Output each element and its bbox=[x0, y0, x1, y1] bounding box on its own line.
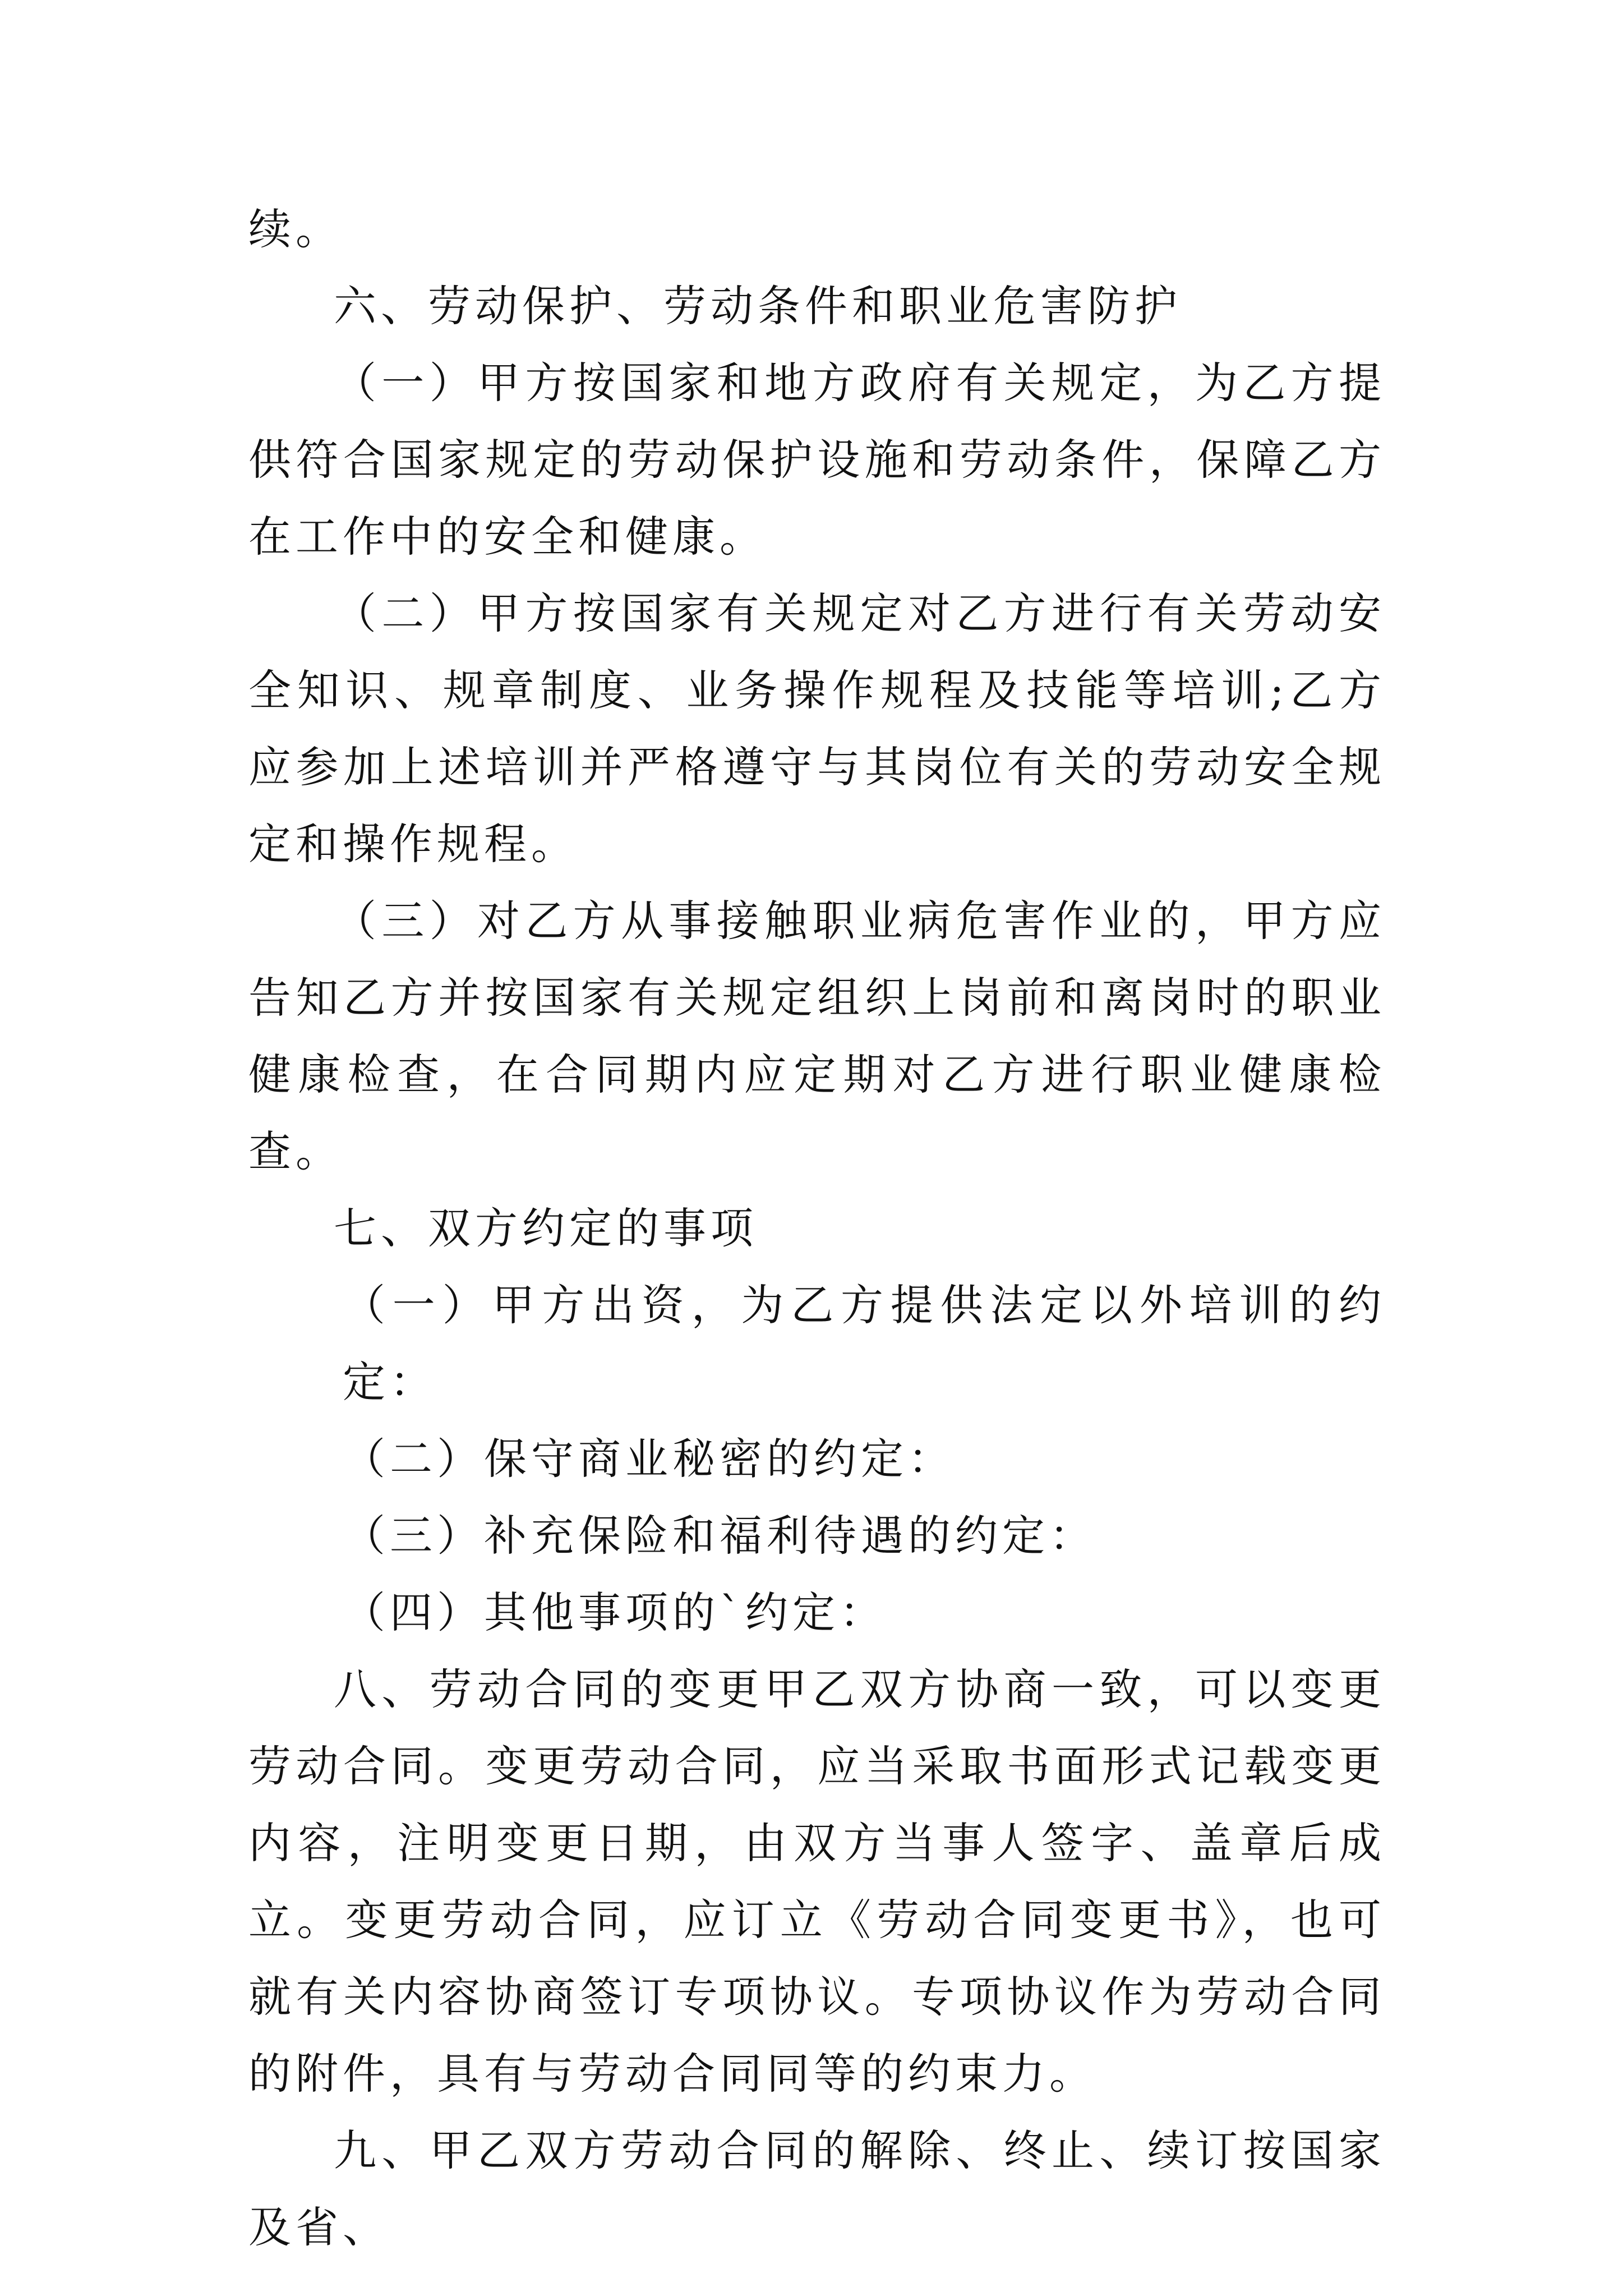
section-9-contract-termination: 九、甲乙双方劳动合同的解除、终止、续订按国家及省、 bbox=[248, 2125, 1386, 2252]
agreement-item-3: （三）补充保险和福利待遇的约定： bbox=[343, 1511, 1096, 1561]
paragraph-6-3: （三）对乙方从事接触职业病危害作业的，甲方应告知乙方并按国家有关规定组织上岗前和离岗时的职业健康检查，在合同期内应定期对乙方进行职业健康检查。 bbox=[248, 896, 1386, 1176]
section-heading-7: 七、双方约定的事项 bbox=[334, 1203, 758, 1253]
section-heading-6: 六、劳动保护、劳动条件和职业危害防护 bbox=[334, 281, 1182, 331]
paragraph-6-1: （一）甲方按国家和地方政府有关规定，为乙方提供符合国家规定的劳动保护设施和劳动条件，保障乙方在工作中的安全和健康。 bbox=[248, 358, 1386, 562]
section-8-contract-change: 八、劳动合同的变更甲乙双方协商一致，可以变更劳动合同。变更劳动合同，应当采取书面形式记载变更内容，注明变更日期，由双方当事人签字、盖章后成立。变更劳动合同，应订立《劳动合同变更书》，也可就有关内容协商签订专项协议。专项协议作为劳动合同的附件，具有与劳动合同同等的约束力。 bbox=[248, 1664, 1386, 2099]
document-body bbox=[248, 191, 1386, 2266]
paragraph-6-2: （二）甲方按国家有关规定对乙方进行有关劳动安全知识、规章制度、业务操作规程及技能等培训;乙方应参加上述培训并严格遵守与其岗位有关的劳动安全规定和操作规程。 bbox=[248, 588, 1386, 869]
agreement-item-1: （一）甲方出资，为乙方提供法定以外培训的约定： bbox=[343, 1280, 1386, 1407]
agreement-item-2: （二）保守商业秘密的约定： bbox=[343, 1434, 955, 1484]
agreement-item-4: （四）其他事项的`约定： bbox=[343, 1588, 887, 1637]
paragraph-continuation: 续。 bbox=[248, 204, 343, 254]
